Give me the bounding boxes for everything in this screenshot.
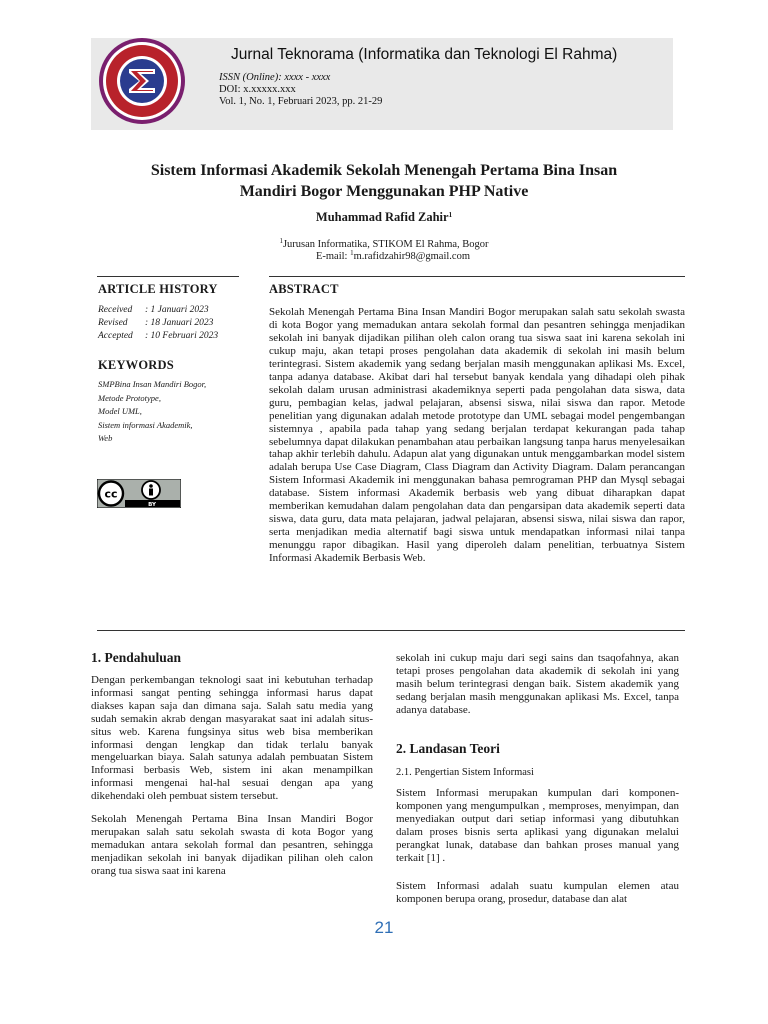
subsection-heading: 2.1. Pengertian Sistem Informasi — [396, 767, 534, 778]
received-date: Received : 1 Januari 2023 — [98, 305, 209, 315]
doi: DOI: x.xxxxx.xxx — [219, 84, 296, 95]
keyword-item: SMPBina Insan Mandiri Bogor, — [98, 379, 207, 389]
body-paragraph: sekolah ini cukup maju dari segi sains dan tsaqofahnya, akan tetapi proses pengolahan data akademik di sekolah ini yang masih belum terintegrasi dengan baik. Sistem akademik yang sedang berjalan masih menggunakan aplikasi Ms. Excel, tanpa adanya database. — [396, 652, 679, 716]
abstract-heading: ABSTRACT — [269, 282, 339, 296]
page-number: 21 — [374, 918, 394, 937]
abstract-text: Sekolah Menengah Pertama Bina Insan Mandiri Bogor merupakan salah satu sekolah swasta di kota Bogor yang memadukan antara sekolah formal dan pesantren sehingga menjadikan sekolah ini banyak dijadikan pilihan oleh calon orang tua siswa saat ini karena sekolah ini cukup maju, akan tetapi proses pengolahan data akademik di sekolah ini masih belum terintegrasi. Sistem akademik yang sedang berjalan masih menggunakan aplikasi Ms. Excel, tanpa adanya database. Akibat dari hal tersebut banyak kendala yang dihadapi oleh pihak sekolah dalam urusan administrasi akademiknya seperti pada pengolahan data siswa, data guru, pembagian kelas, jadwal pelajaran, absensi siswa, nilai siswa dan rapor. Metode penelitian yang digunakan adalah metode prototype dan UML sebagai model pengembangan sistemnya , apabila pada tahap yang sedang berjalan terdapat kekurangan pada tahap sebelumnya dapat dilakukan penambahan atau perbaikan langsung tanpa harus menyelesaikan tahap akhir terlebih dahulu. Adapun alat yang digunakan untuk menggambarkan model sistem adalah berupa Use Case Diagram, Class Diagram dan Activity Diagram. Dalam perancangan Sistem Informasi Akademik ini menggunakan bahasa pemrograman PHP dan Mysql sebagai database. Sistem informasi Akademik berbasis web yang dibuat diharapkan dapat memberikan kemudahan dalam pengolahan data dan pengarsipan data akademik seperti data siswa, data guru, data mata pelajaran, jadwal pelajaran, absensi siswa, nilai siswa dan rapor, serta menjadikan media alternatif bagi siswa untuk mendapatkan informasi nilai tanpa menunggu rapor dibagikan. Hasil yang diperoleh dalam penelitian, terbuatnya Sistem Informasi Akademik Berbasis Web. — [269, 306, 685, 565]
body-paragraph: Sekolah Menengah Pertama Bina Insan Mandiri Bogor merupakan salah satu sekolah swasta di kota Bogor yang memadukan antara sekolah formal dan pesantren, sehingga menjadikan sekolah ini banyak dijadikan pilihan oleh calon orang tua siswa saat ini karena — [91, 813, 373, 877]
keyword-item: Sistem informasi Akademik, — [98, 419, 193, 430]
keyword-item: Model UML, — [98, 406, 142, 416]
body-paragraph: Sistem Informasi merupakan kumpulan dari komponen-komponen yang mengumpulkan , memproses, menyimpan, dan menyediakan output dari setiap informasi yang dibutuhkan dalam proses bisnis serta aplikasi yang digunakan melalui perangkat lunak, database dan bahkan proses manual yang terkait [1] . — [396, 787, 679, 864]
issn: ISSN (Online): xxxx - xxxx — [219, 72, 331, 83]
revised-date: Revised : 18 Januari 2023 — [98, 318, 214, 328]
accepted-date: Accepted : 10 Februari 2023 — [98, 331, 219, 341]
keywords-list — [98, 378, 238, 446]
journal-header — [91, 38, 673, 130]
body-paragraph: Sistem Informasi adalah suatu kumpulan elemen atau komponen berupa orang, prosedur, database dan alat — [396, 880, 679, 905]
body-paragraph: Dengan perkembangan teknologi saat ini kebutuhan terhadap informasi sangat penting sehingga informasi harus dapat diakses kapan saja dan dimana saja. Salah satu media yang sudah semakin akrab dengan masyarakat saat ini adalah situs-situs web. Karena fungsinya situs web bisa memberikan informasi dengan lengkap dan tidak terlalu banyak mengeluarkan biaya. Salah satunya adalah pembuatan Sistem Informasi berbasis Web, sistem ini akan menampilkan informasi mengenai hal-hal sesuai dengan apa yang dikehendaki oleh pembuat sistem tersebut. — [91, 674, 373, 803]
article-history-heading: ARTICLE HISTORY — [98, 282, 218, 296]
affiliation: $^1$Jurusan Informatika, STIKOM El Rahma, Bogor E-mail: $^1$m.rafidzahir98@gmail.com — [279, 237, 489, 262]
divider — [269, 276, 685, 277]
keywords-heading: KEYWORDS — [98, 358, 174, 372]
cc-by-license-icon — [97, 479, 181, 508]
volume-info: Vol. 1, No. 1, Februari 2023, pp. 21-29 — [219, 96, 383, 107]
journal-logo-icon — [97, 36, 187, 126]
author-name: Muhammad Rafid Zahir$^1$ — [315, 210, 453, 224]
paper-title: Sistem Informasi Akademik Sekolah Menengah Pertama Bina Insan Mandiri Bogor Menggunakan PHP Native — [150, 162, 618, 200]
divider — [97, 276, 239, 277]
section-heading: 2. Landasan Teori — [396, 741, 500, 756]
journal-name: Jurnal Teknorama (Informatika dan Teknologi El Rahma) — [231, 46, 618, 63]
keyword-item: Web — [98, 433, 113, 443]
svg-text:cc: cc — [104, 487, 118, 501]
svg-text:BY: BY — [148, 502, 156, 508]
section-heading: 1. Pendahuluan — [91, 650, 182, 665]
divider — [97, 630, 685, 631]
keyword-item: Metode Prototype, — [98, 392, 161, 403]
